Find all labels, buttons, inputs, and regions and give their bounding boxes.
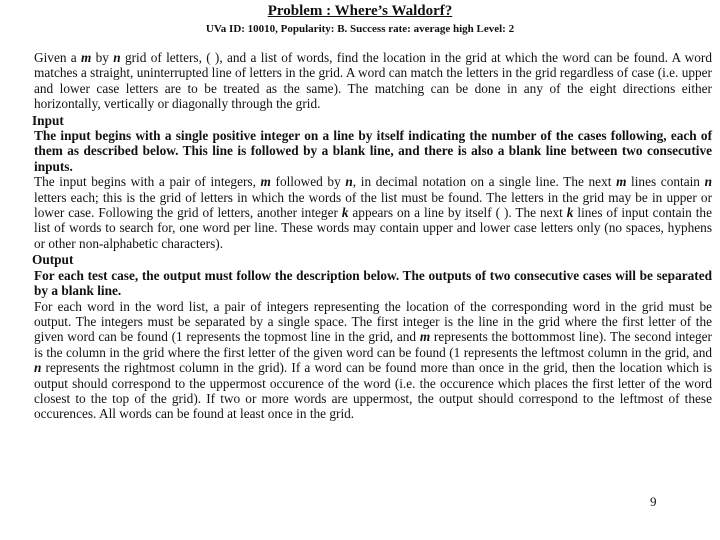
text-run: lines of input contain the list of words to search for, one word per line. These words may contain upper and lower case letters only (no spaces, hyphens or other non-alphabetic characters). xyxy=(34,205,712,251)
text-run: appears on a line by itself ( ). The next xyxy=(348,205,567,221)
output-bold-paragraph: For each test case, the output must follow the description below. The outputs of two consecutive cases will be separated by a blank line. xyxy=(34,267,712,299)
input-bold-paragraph: The input begins with a single positive integer on a line by itself indicating the number of the cases following, each of them as described below. This line is followed by a blank line, and there is also a blank line between two consecutive inputs. xyxy=(34,128,712,174)
problem-body xyxy=(32,50,712,422)
text-run: followed by xyxy=(270,174,346,190)
intro-paragraph xyxy=(32,50,712,112)
text-run: lines contain xyxy=(626,174,705,190)
input-paragraph xyxy=(32,174,712,251)
text-run: by xyxy=(91,50,114,65)
var-n: n xyxy=(34,360,42,376)
page-title: Problem : Where’s Waldorf? xyxy=(267,3,453,19)
var-m: m xyxy=(81,50,92,65)
var-n: n xyxy=(704,174,712,190)
output-paragraph xyxy=(32,299,712,422)
text-run: Given a xyxy=(34,50,82,65)
text-run: grid of letters, ( ), and a list of words, find the location in the grid at which the word can be found. A word matches a straight, uninterrupted line of letters in the grid. A word can match the letters in the grid regardless of case (i.e. upper and lower case letters are to be treated as the same). The matching can be done in any of the eight directions either horizontally, vertically or diagonally through the grid. xyxy=(34,50,712,112)
var-m: m xyxy=(419,329,431,345)
var-m: m xyxy=(616,174,627,190)
text-run: represents the bottommost line). The second integer is the column in the grid where the first letter of the given word can be found (1 represents the leftmost column in the grid, and xyxy=(34,329,712,360)
text-run: , in decimal notation on a single line. The next xyxy=(352,174,617,190)
var-k: k xyxy=(341,205,349,221)
page-number: 9 xyxy=(650,494,657,509)
var-k: k xyxy=(566,205,574,221)
text-run: represents the rightmost column in the grid). If a word can be found more than once in the grid, then the location which is output should correspond to the uppermost occurence of the word (i.e. the occurence which places the first letter of the word closest to the top of the grid). If two or more words are uppermost, the output should correspond to the leftmost of these occurences. All words can be found at least once in the grid. xyxy=(34,360,712,422)
input-heading: Input xyxy=(32,112,64,128)
var-n: n xyxy=(345,174,353,190)
text-run: letters each; this is the grid of letters in which the words of the list must be found. The letters in the grid may be in upper or lower case. Following the grid of letters, another integer xyxy=(34,189,712,221)
text-run: For each word in the word list, a pair of integers representing the location of the corresponding word in the grid must be output. The integers must be separated by a single space. The first integer is the line in the grid where the first letter of the given word can be found (1 represents the topmost line in the grid, and xyxy=(34,298,712,345)
output-heading: Output xyxy=(32,252,74,268)
problem-metadata: UVa ID: 10010, Popularity: B. Success rate: average high Level: 2 xyxy=(205,23,515,35)
var-m: m xyxy=(260,174,271,190)
text-run: The input begins with a pair of integers, xyxy=(34,174,261,190)
var-n: n xyxy=(113,50,121,65)
